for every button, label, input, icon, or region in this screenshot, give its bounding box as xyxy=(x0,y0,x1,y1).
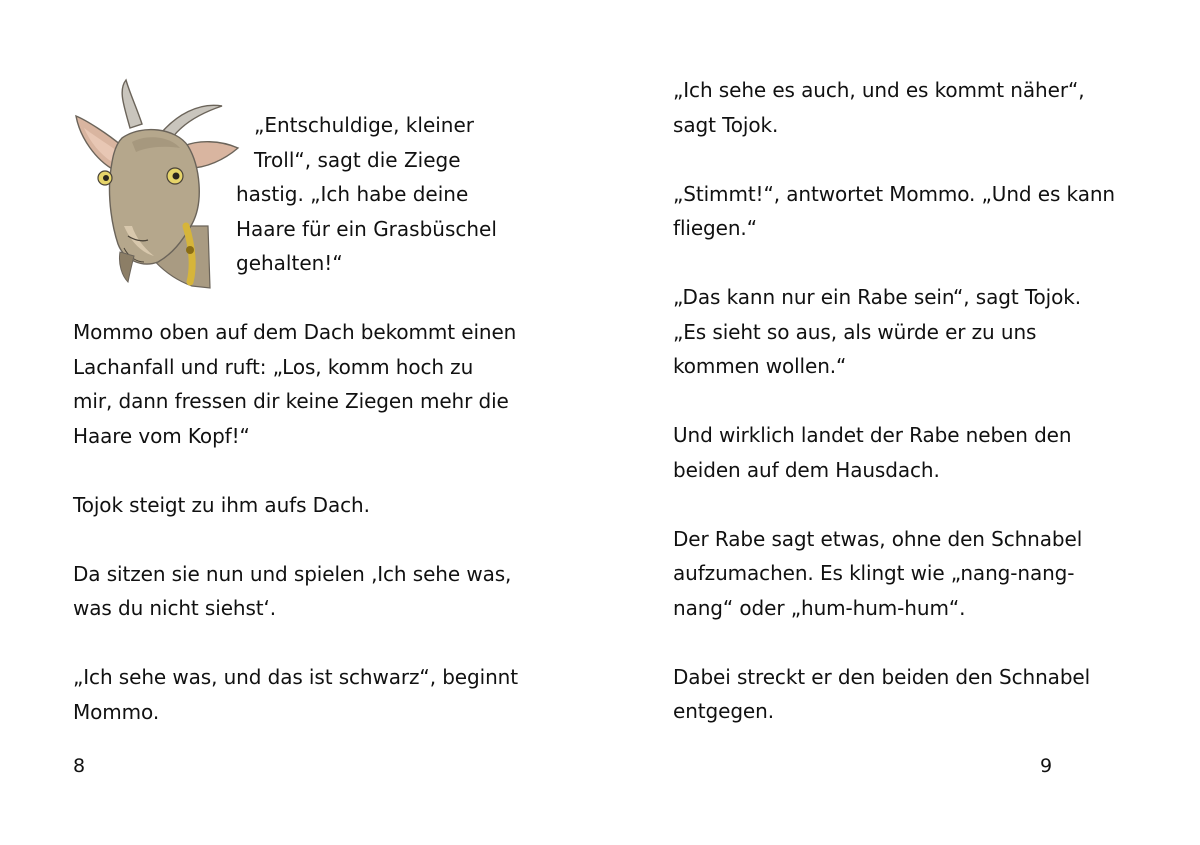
goat-illustration xyxy=(72,76,242,292)
text-line: kommen wollen.“ xyxy=(673,354,847,378)
intro-paragraph xyxy=(236,108,497,281)
text-line: Dabei streckt er den beiden den Schnabel xyxy=(673,664,1091,689)
text-line: Tojok steigt zu ihm aufs Dach. xyxy=(73,492,370,517)
text-line: Mommo oben auf dem Dach bekommt einen xyxy=(73,320,517,344)
text-line: was du nicht siehst‘. xyxy=(73,596,277,620)
text-line: „Ich sehe was, und das ist schwarz“, beginnt xyxy=(73,665,518,689)
page-number: 9 xyxy=(1040,755,1053,777)
text-line: „Stimmt!“, antwortet Mommo. „Und es kann xyxy=(673,181,1115,206)
paragraph xyxy=(673,177,1115,246)
left-body-text xyxy=(73,315,518,729)
text-line: entgegen. xyxy=(673,699,774,723)
text-line: „Das kann nur ein Rabe sein“, sagt Tojok. xyxy=(673,285,1082,309)
text-line: Der Rabe sagt etwas, ohne den Schnabel xyxy=(673,526,1083,551)
right-body-text xyxy=(673,73,1115,729)
intro-line: hastig. „Ich habe deine xyxy=(236,182,469,206)
intro-line: gehalten!“ xyxy=(236,251,343,275)
text-line: Haare vom Kopf!“ xyxy=(73,423,250,448)
text-line: Und wirklich landet der Rabe neben den xyxy=(673,423,1072,447)
intro-line: Haare für ein Grasbüschel xyxy=(236,216,497,241)
text-line: sagt Tojok. xyxy=(673,112,779,137)
paragraph xyxy=(673,280,1115,384)
paragraph xyxy=(673,73,1115,142)
paragraph xyxy=(673,522,1115,626)
text-line: „Ich sehe es auch, und es kommt näher“, xyxy=(673,78,1085,102)
right-page xyxy=(600,0,1200,845)
intro-line: „Entschuldige, kleiner xyxy=(254,113,475,137)
text-line: beiden auf dem Hausdach. xyxy=(673,457,940,482)
paragraph xyxy=(73,488,518,523)
text-line: „Es sieht so aus, als würde er zu uns xyxy=(673,319,1037,344)
text-line: Da sitzen sie nun und spielen ‚Ich sehe was, xyxy=(73,561,512,586)
paragraph xyxy=(73,315,518,453)
paragraph xyxy=(73,660,518,729)
page-number: 8 xyxy=(73,755,86,777)
text-line: Lachanfall und ruft: „Los, komm hoch zu xyxy=(73,354,474,379)
text-line: Mommo. xyxy=(73,699,160,724)
paragraph xyxy=(673,418,1115,487)
text-line: aufzumachen. Es klingt wie „nang-nang- xyxy=(673,561,1075,585)
paragraph xyxy=(73,557,518,626)
intro-line: Troll“, sagt die Ziege xyxy=(254,147,461,172)
text-line: nang“ oder „hum-hum-hum“. xyxy=(673,595,966,620)
paragraph xyxy=(673,660,1115,729)
text-line: fliegen.“ xyxy=(673,216,757,240)
text-line: mir, dann fressen dir keine Ziegen mehr die xyxy=(73,389,509,413)
